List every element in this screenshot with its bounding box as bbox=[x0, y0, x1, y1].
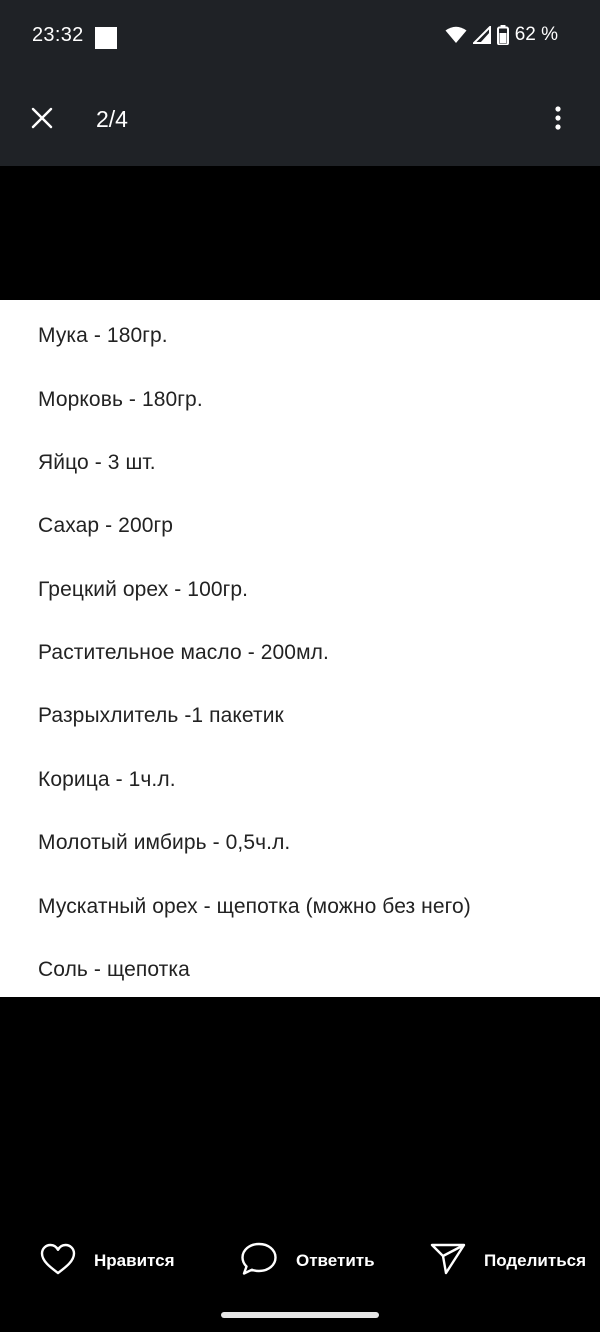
like-button[interactable] bbox=[40, 1228, 175, 1294]
status-indicators bbox=[445, 24, 558, 46]
close-icon bbox=[31, 107, 53, 134]
share-button[interactable] bbox=[430, 1228, 586, 1294]
ingredient-item: Соль - щепотка bbox=[38, 958, 190, 981]
like-label: Нравится bbox=[94, 1251, 175, 1270]
status-bar bbox=[0, 0, 600, 80]
reply-label: Ответить bbox=[296, 1251, 375, 1270]
home-indicator[interactable] bbox=[221, 1312, 379, 1318]
action-bar bbox=[0, 1228, 600, 1294]
ingredient-item: Разрыхлитель -1 пакетик bbox=[38, 704, 284, 727]
more-options-button[interactable] bbox=[538, 100, 578, 140]
more-vertical-icon bbox=[555, 106, 561, 135]
send-icon bbox=[430, 1242, 466, 1281]
ingredient-item: Мука - 180гр. bbox=[38, 324, 168, 347]
ingredient-item: Молотый имбирь - 0,5ч.л. bbox=[38, 831, 291, 854]
ingredient-item: Грецкий орех - 100гр. bbox=[38, 578, 249, 601]
ingredient-item: Яйцо - 3 шт. bbox=[38, 451, 156, 474]
ingredient-item: Растительное масло - 200мл. bbox=[38, 641, 329, 664]
recipe-image bbox=[0, 300, 600, 997]
page-counter: 2/4 bbox=[96, 106, 128, 132]
close-button[interactable] bbox=[22, 100, 62, 140]
ingredient-item: Сахар - 200гр bbox=[38, 514, 174, 537]
ingredient-item: Мускатный орех - щепотка (можно без него) bbox=[38, 895, 471, 918]
wifi-icon bbox=[445, 26, 467, 44]
status-time: 23:32 bbox=[32, 24, 84, 46]
battery-percent: 62 % bbox=[514, 24, 558, 45]
image-viewer[interactable] bbox=[0, 166, 600, 1216]
comment-icon bbox=[240, 1241, 278, 1282]
ingredient-item: Корица - 1ч.л. bbox=[38, 768, 176, 791]
ingredient-item: Морковь - 180гр. bbox=[38, 388, 203, 411]
viewer-toolbar bbox=[0, 80, 600, 166]
heart-icon bbox=[40, 1243, 76, 1280]
signal-icon bbox=[473, 26, 491, 44]
share-label: Поделиться bbox=[484, 1251, 587, 1270]
notification-icon bbox=[95, 27, 117, 49]
reply-button[interactable] bbox=[240, 1228, 375, 1294]
battery-icon bbox=[497, 25, 509, 45]
